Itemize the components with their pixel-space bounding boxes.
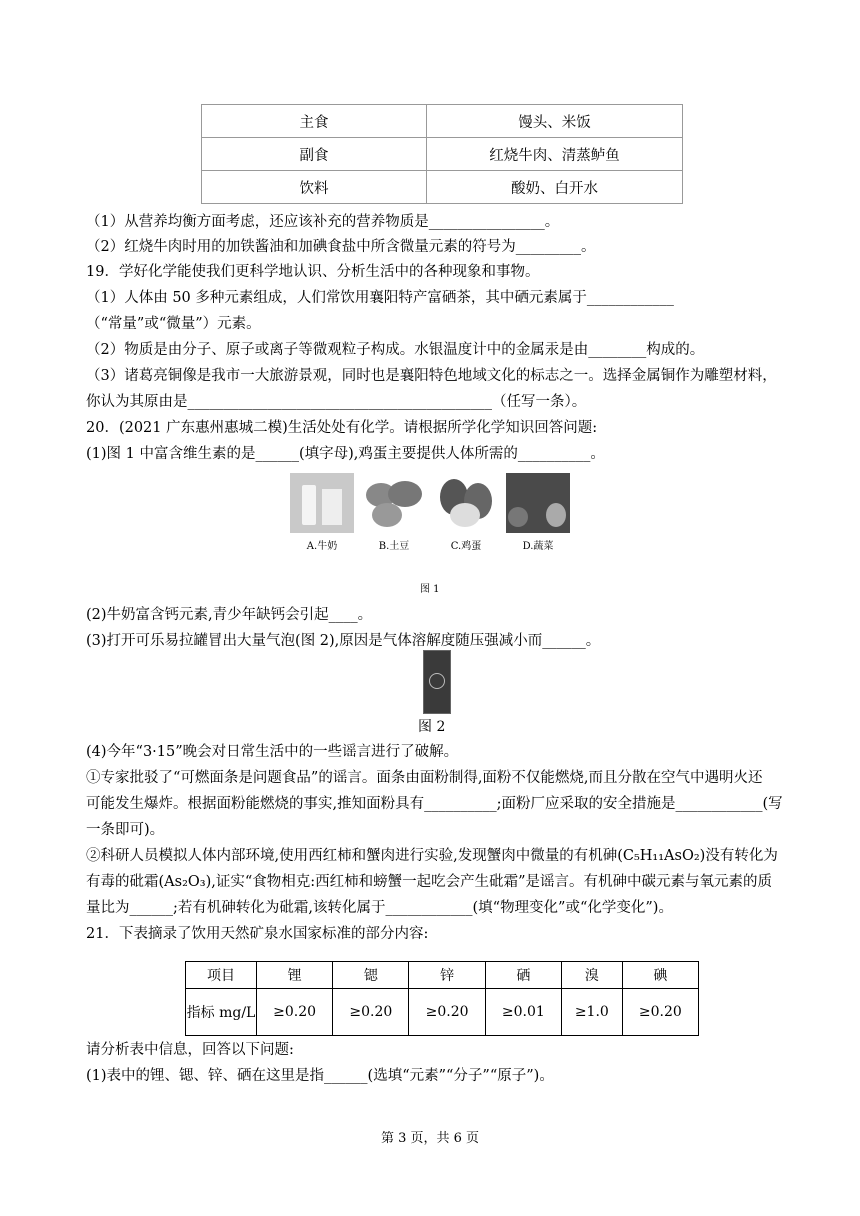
table-header-cell: 硒	[485, 962, 561, 989]
table-cell: ≥0.20	[333, 989, 409, 1036]
q21-line-1: 请分析表中信息，回答以下问题:	[86, 1042, 294, 1058]
table-header-cell: 锌	[409, 962, 485, 989]
table-row	[202, 171, 683, 204]
table-cell: 馒头、米饭	[427, 105, 683, 138]
q19-line-2: （“常量”或“微量”）元素。	[86, 316, 261, 332]
table-header-cell: 溴	[561, 962, 622, 989]
caption-d: D.蔬菜	[522, 541, 554, 552]
q20-line-2: (2)牛奶富含钙元素,青少年缺钙会引起____。	[86, 607, 373, 623]
caption-a: A.牛奶	[306, 541, 338, 552]
q20-line-3: (3)打开可乐易拉罐冒出大量气泡(图 2),原因是气体溶解度随压强减小而______。	[86, 633, 601, 649]
row-label-cell: 指标 mg/L	[186, 989, 257, 1036]
figure-1	[290, 473, 570, 563]
table-cell: 酸奶、白开水	[427, 171, 683, 204]
table-cell: ≥1.0	[561, 989, 622, 1036]
table-row	[202, 105, 683, 138]
diet-table	[201, 104, 683, 204]
table-cell: 副食	[202, 138, 427, 171]
figure-1-caption: 图 1	[420, 584, 440, 595]
table-row	[186, 989, 699, 1036]
table-cell: 主食	[202, 105, 427, 138]
table-cell: 红烧牛肉、清蒸鲈鱼	[427, 138, 683, 171]
q18-line-2: （2）红烧牛肉时用的加铁酱油和加碘食盐中所含微量元素的符号为_________。	[86, 239, 596, 255]
table-cell: ≥0.20	[257, 989, 333, 1036]
table-header-cell: 锂	[257, 962, 333, 989]
q19-line-1: （1）人体由 50 多种元素组成，人们常饮用襄阳特产富硒茶，其中硒元素属于____________	[86, 290, 674, 306]
milk-image	[290, 473, 354, 533]
mineral-water-table	[185, 961, 699, 1036]
q20-line-10: 量比为______;若有机砷转化为砒霜,该转化属于____________(填“物理变化”或“化学变化”)。	[86, 900, 673, 916]
q20-line-9: 有毒的砒霜(As₂O₃),证实“食物相克:西红柿和螃蟹一起吃会产生砒霜”是谣言。有机砷中碳元素与氧元素的质	[86, 874, 773, 890]
table-header-row	[186, 962, 699, 989]
q19-title: 19．学好化学能使我们更科学地认识、分析生活中的各种现象和事物。	[86, 264, 540, 280]
q20-line-4: (4)今年“3·15”晚会对日常生活中的一些谣言进行了破解。	[86, 744, 459, 760]
figure-2-caption: 图 2	[418, 719, 446, 735]
table-cell: ≥0.01	[485, 989, 561, 1036]
q21-title: 21．下表摘录了饮用天然矿泉水国家标准的部分内容:	[86, 926, 429, 942]
cola-can-image	[423, 650, 451, 714]
egg-image	[434, 473, 498, 533]
q20-line-5: ①专家批驳了“可燃面条是问题食品”的谣言。面条由面粉制得,面粉不仅能燃烧,而且分散在空气中遇明火还	[86, 770, 763, 786]
q20-line-6: 可能发生爆炸。根据面粉能燃烧的事实,推知面粉具有__________;面粉厂应采取的安全措施是____________(写	[86, 796, 783, 812]
q20-line-1: (1)图 1 中富含维生素的是______(填字母),鸡蛋主要提供人体所需的__________。	[86, 446, 605, 462]
q20-line-7: 一条即可)。	[86, 822, 165, 838]
table-header-cell: 项目	[186, 962, 257, 989]
table-cell: ≥0.20	[409, 989, 485, 1036]
vegetables-image	[506, 473, 570, 533]
q19-line-5: 你认为其原由是__________________________________________（任写一条）。	[86, 394, 587, 410]
q20-line-8: ②科研人员模拟人体内部环境,使用西红柿和蟹肉进行实验,发现蟹肉中微量的有机砷(C₅H₁₁AsO₂)没有转化为	[86, 848, 778, 864]
q21-line-2: (1)表中的锂、锶、锌、硒在这里是指______(选填“元素”“分子”“原子”)。	[86, 1068, 554, 1084]
q20-title: 20．(2021 广东惠州惠城二模)生活处处有化学。请根据所学化学知识回答问题:	[86, 420, 598, 436]
table-header-cell: 碘	[622, 962, 698, 989]
table-cell: ≥0.20	[622, 989, 698, 1036]
table-row	[202, 138, 683, 171]
table-cell: 饮料	[202, 171, 427, 204]
table-header-cell: 锶	[333, 962, 409, 989]
q19-line-3: （2）物质是由分子、原子或离子等微观粒子构成。水银温度计中的金属汞是由________构成的。	[86, 342, 705, 358]
page-footer: 第 3 页，共 6 页	[380, 1131, 480, 1146]
caption-c: C.鸡蛋	[450, 541, 482, 552]
potato-image	[362, 473, 426, 533]
caption-b: B.土豆	[378, 541, 410, 552]
q18-line-1: （1）从营养均衡方面考虑，还应该补充的营养物质是________________。	[86, 214, 560, 230]
q19-line-4: （3）诸葛亮铜像是我市一大旅游景观，同时也是襄阳特色地域文化的标志之一。选择金属铜作为雕塑材料，	[86, 368, 777, 384]
